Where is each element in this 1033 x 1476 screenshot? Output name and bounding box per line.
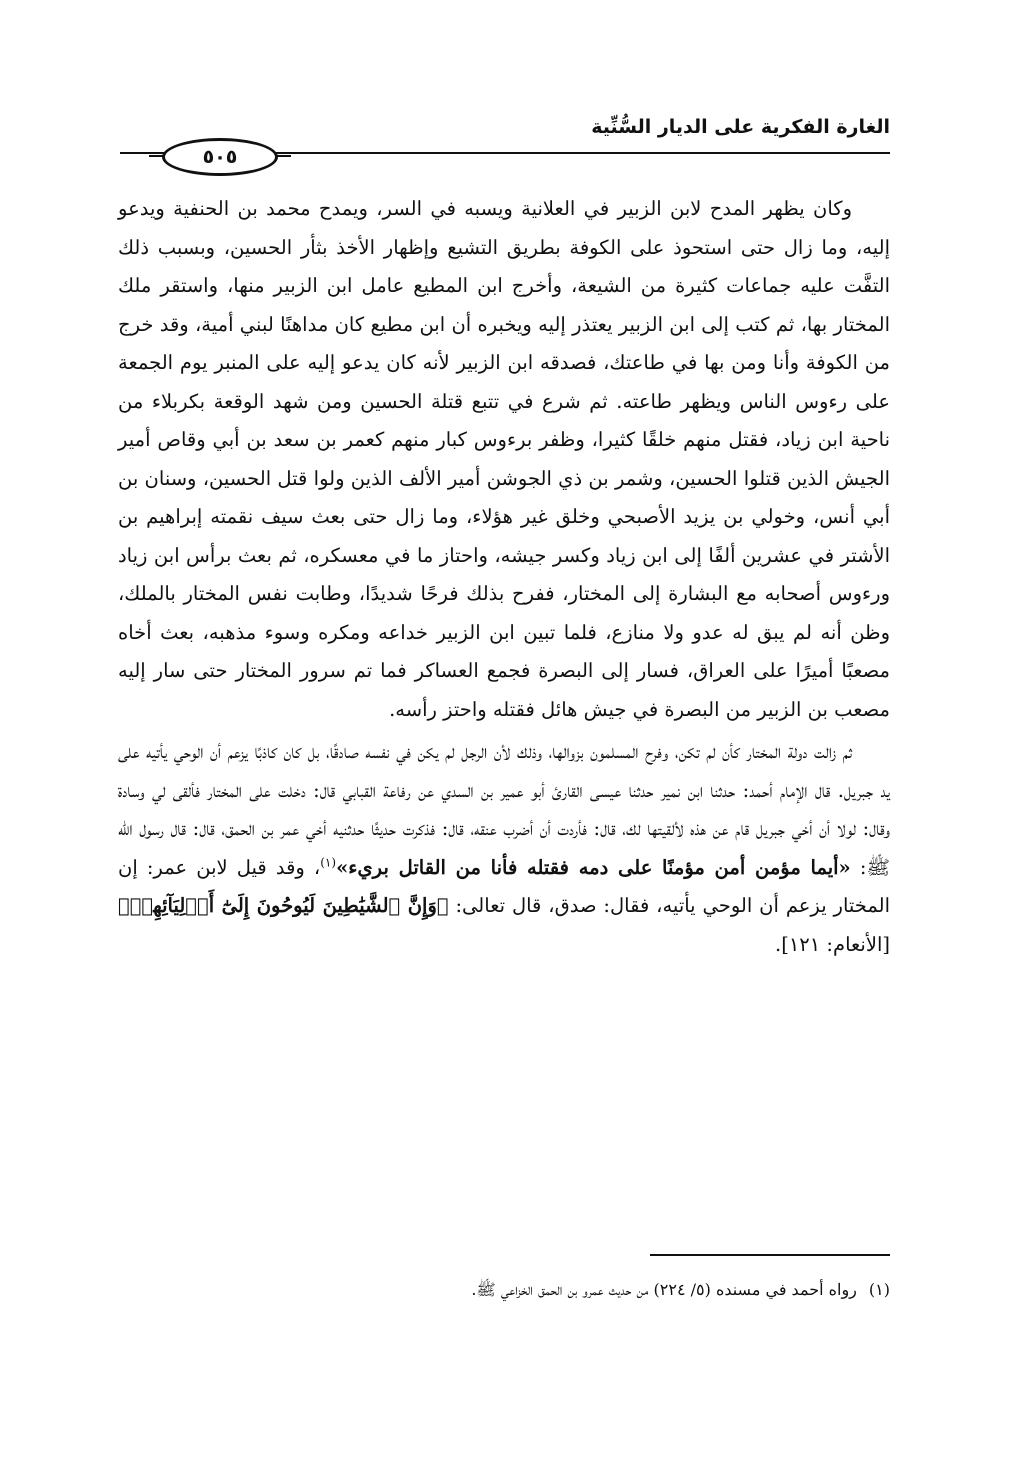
hadith-quote: «أيما مؤمن أمن مؤمنًا على دمه فقتله فأنا من القاتل بريء» xyxy=(336,855,851,879)
paragraph-text: ثم زالت دولة المختار كأن لم تكن، وفرح المسلمون بزوالها، وذلك لأن الرجل لم يكن في نفسه صادقًا، بل كان كاذبًا يزعم أن الوحي يأتيه على يد جبريل. قال الإمام أحمد: حدثنا ابن نمير حدثنا عيسى القارئ أبو عمير بن السدي عن رفاعة القبابي قال: دخلت على المختار فألقى لي وسادة وقال: لولا أن أخي جبريل قام عن هذه لألقيتها لك، قال: فأردت أن أضرب عنقه، قال: فذكرت حديثًا حدثنيه أخي عمر بن الحمق، قال: قال رسول الله ﷺ: xyxy=(118,740,890,879)
paragraph: وكان يظهر المدح لابن الزبير في العلانية ويسبه في السر، ويمدح محمد بن الحنفية ويدعو إليه، وما زال حتى استحوذ على الكوفة بطريق التشيع وإظهار الأخذ بثأر الحسين، وبسبب ذلك التفَّت عليه جماعات كثيرة من الشيعة، وأخرج ابن المطيع عامل ابن الزبير منها، واستقر ملك المختار بها، ثم كتب إلى ابن الزبير يعتذر إليه ويخبره أن ابن مطيع كان مداهنًا لبني أمية، وقد خرج من الكوفة وأنا ومن بها في طاعتك، فصدقه ابن الزبير لأنه كان يدعو إليه على المنبر يوم الجمعة على رءوس الناس ويظهر طاعته. ثم شرع في تتبع قتلة الحسين ومن شهد الوقعة بكربلاء من ناحية ابن زياد، فقتل منهم خلقًا كثيرا، وظفر برءوس كبار منهم كعمر بن سعد بن أبي وقاص أمير الجيش الذين قتلوا الحسين، وشمر بن ذي الجوشن أمير الألف الذين ولوا قتل الحسين، وسنان بن أبي أنس، وخولي بن يزيد الأصبحي وخلق غير هؤلاء، وما زال حتى بعث سيف نقمته إبراهيم بن الأشتر في عشرين ألفًا إلى ابن زياد وكسر جيشه، واحتاز ما في معسكره، ثم بعث برأس ابن زياد ورءوس أصحابه مع البشارة إلى المختار، ففرح بذلك فرحًا شديدًا، وطابت نفس المختار بالملك، وظن أنه لم يبق له عدو ولا منازع، فلما تبين ابن الزبير خداعه ومكره وسوء مذهبه، بعث أخاه مصعبًا أميرًا على العراق، فسار إلى البصرة فجمع العساكر فما تم سرور المختار حتى سار إليه مصعب بن الزبير من البصرة في جيش هائل فقتله واحتز رأسه. xyxy=(118,197,890,721)
footnote-rule xyxy=(650,1254,890,1256)
paragraph xyxy=(118,733,890,964)
page-header xyxy=(120,108,890,178)
footnote xyxy=(118,1276,890,1304)
paragraph-text: ، وقد قيل لابن عمر: إن المختار يزعم أن الوحي يأتيه، فقال: صدق، قال تعالى: xyxy=(118,855,890,917)
page-number: ٥٠٥ xyxy=(162,138,278,176)
running-title: الغارة الفكرية على الديار السُّنِّية xyxy=(591,116,890,138)
footnote-text: رواه أحمد في مسنده (٥/ ٢٢٤) من حديث عمرو بن الحمق الخزاعي ﷺ. xyxy=(471,1280,857,1299)
footnote-number: (١) xyxy=(868,1280,890,1299)
footnotes xyxy=(118,1276,890,1304)
quran-citation: [الأنعام: ١٢١]. xyxy=(775,932,890,956)
quran-quote: ﴿وَإِنَّ ٱلشَّيَٰطِينَ لَيُوحُونَ إِلَىٰٓ أَوۡلِيَآئِهِمۡ﴾ xyxy=(118,894,449,917)
main-text xyxy=(118,190,890,964)
footnote-marker: (١) xyxy=(320,855,337,869)
